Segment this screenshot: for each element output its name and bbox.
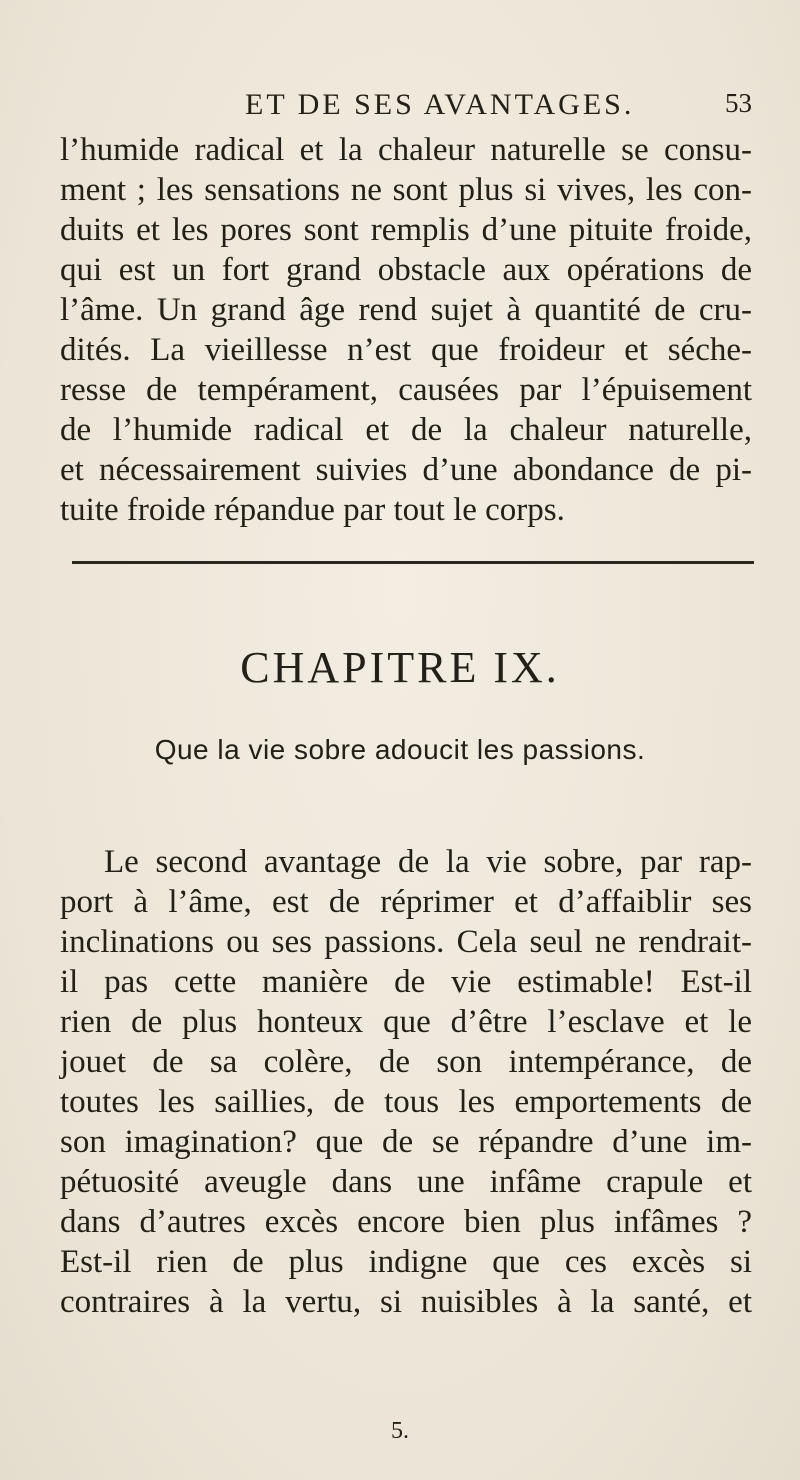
text-line: resse de tempérament, causées par l’épuisement (60, 372, 752, 408)
text-line: Est-il rien de plus indigne que ces excès si (60, 1244, 752, 1280)
running-head: ET DE SES AVANTAGES. (245, 88, 635, 121)
signature-mark: 5. (391, 1418, 409, 1444)
text-line: contraires à la vertu, si nuisibles à la santé, et (60, 1284, 752, 1320)
text-line: l’âme. Un grand âge rend sujet à quantité de cru- (60, 292, 752, 328)
chapter-title: CHAPITRE IX. (240, 643, 560, 692)
text-line: et nécessairement suivies d’une abondance de pi- (60, 452, 752, 488)
text-line: rien de plus honteux que d’être l’esclave et le (60, 1004, 752, 1040)
text-line: tuite froide répandue par tout le corps. (60, 492, 565, 528)
text-line: dités. La vieillesse n’est que froideur et séche- (60, 332, 752, 368)
text-line: l’humide radical et la chaleur naturelle se consu- (60, 132, 752, 168)
text-line: qui est un fort grand obstacle aux opérations de (60, 252, 752, 288)
text-line: ment ; les sensations ne sont plus si vives, les con- (60, 172, 752, 208)
text-line: inclinations ou ses passions. Cela seul ne rendrait- (60, 924, 752, 960)
text-line: de l’humide radical et de la chaleur naturelle, (60, 412, 752, 448)
text-line: duits et les pores sont remplis d’une pituite froide, (60, 212, 752, 248)
page-header (0, 88, 800, 128)
text-line: dans d’autres excès encore bien plus infâmes ? (60, 1204, 752, 1240)
text-line: son imagination? que de se répandre d’une im- (60, 1124, 752, 1160)
text-line: il pas cette manière de vie estimable! Est-il (60, 964, 752, 1000)
page-number: 53 (725, 88, 752, 118)
text-line: pétuosité aveugle dans une infâme crapule et (60, 1164, 752, 1200)
chapter-subtitle: Que la vie sobre adoucit les passions. (154, 734, 646, 765)
text-line: port à l’âme, est de réprimer et d’affaiblir ses (60, 884, 752, 920)
text-line: Le second avantage de la vie sobre, par rap- (104, 844, 752, 880)
text-line: toutes les saillies, de tous les emportements de (60, 1084, 752, 1120)
section-divider (72, 561, 754, 564)
text-line: jouet de sa colère, de son intempérance, de (60, 1044, 752, 1080)
